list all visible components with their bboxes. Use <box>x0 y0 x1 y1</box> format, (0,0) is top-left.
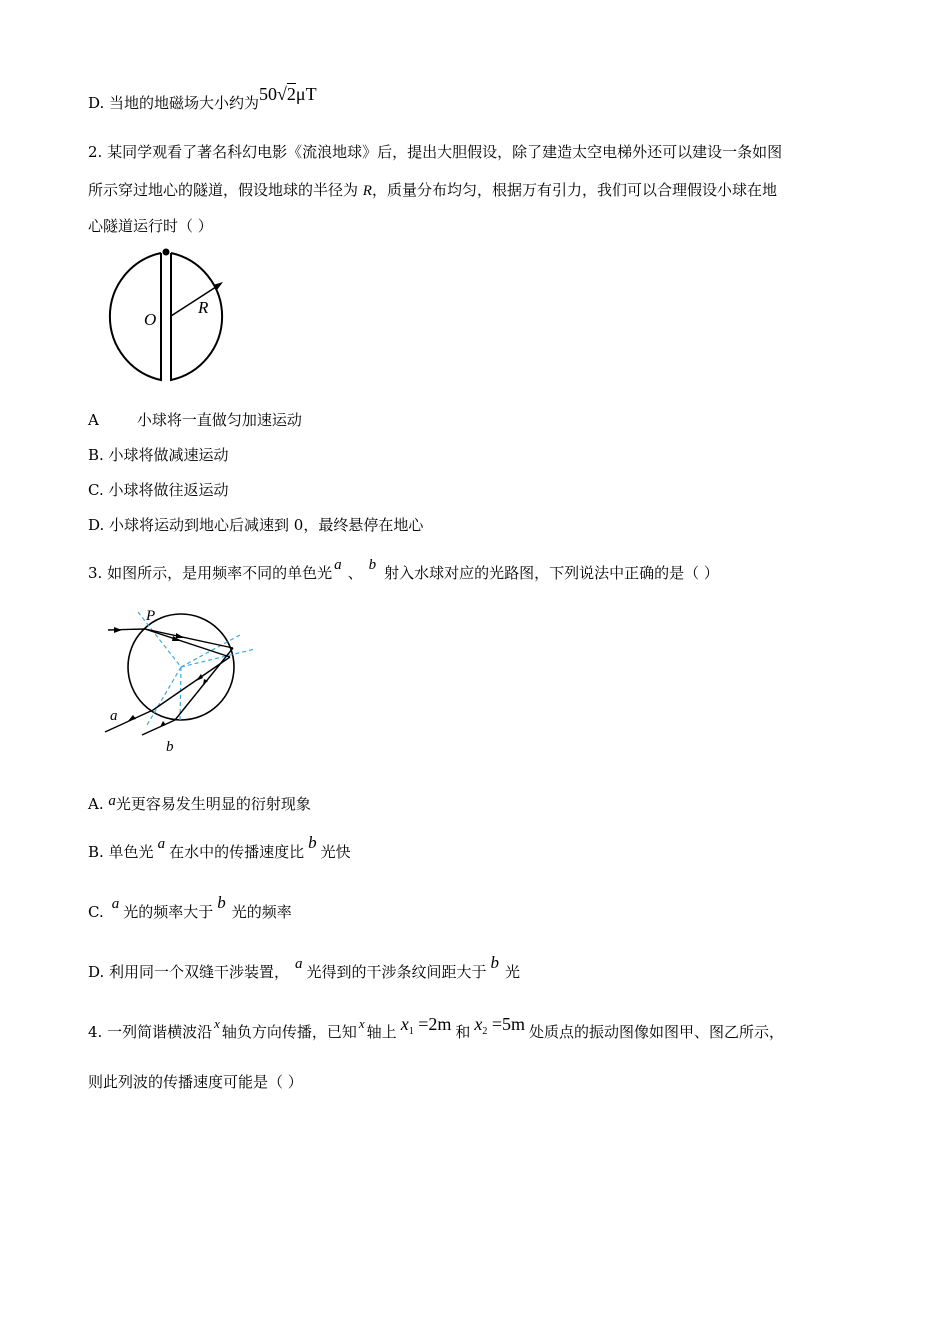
q4-var-x: x <box>214 1016 220 1031</box>
radius-label: R <box>198 298 209 317</box>
q3-option-c-var2: b <box>217 893 226 912</box>
q4-x2-val: =5m <box>491 1014 526 1034</box>
q4-x2-sub: 2 <box>482 1026 488 1037</box>
formula-radicand: 2 <box>286 84 296 104</box>
ball <box>163 249 170 256</box>
q2-stem-line2-a: 所示穿过地心的隧道，假设地球的半径为 <box>88 181 363 199</box>
q1-option-d-label: D. 当地的地磁场大小约为 <box>88 94 260 112</box>
q3-water-ball-figure <box>100 600 265 760</box>
center-label: O <box>144 310 157 329</box>
q3-option-d-end: 光 <box>505 963 521 981</box>
q3-option-d-mid: 光得到的干涉条纹间距大于 <box>306 963 487 981</box>
q4-stem-d: 处质点的振动图像如图甲、图乙所示， <box>529 1023 785 1041</box>
radius-line <box>171 285 219 316</box>
q3-option-c <box>88 893 292 923</box>
normal-bottom-a <box>147 667 181 725</box>
q3-option-b-prefix: B. 单色光 <box>88 843 154 861</box>
q3-option-d-var1: a <box>295 956 303 972</box>
q3-option-b-var2: b <box>308 833 317 852</box>
q2-stem-line1: 2. 某同学观看了著名科幻电影《流浪地球》后，提出大胆假设，除了建造太空电梯外还可以建设一条如图 <box>88 143 783 161</box>
q4-and: 和 <box>455 1023 471 1041</box>
q3-stem-a: 3. 如图所示，是用频率不同的单色光 <box>88 564 333 582</box>
q3-light-b: b <box>368 557 377 573</box>
q3-option-c-end: 光的频率 <box>231 903 292 921</box>
radius-arrow-head <box>213 282 223 290</box>
q4-stem-c: 轴上 <box>366 1023 397 1041</box>
incident-ray <box>108 629 145 630</box>
q3-option-d-var2: b <box>490 953 500 972</box>
q4-x1-formula <box>400 1014 452 1037</box>
q4-x2-var: x <box>474 1014 483 1034</box>
q3-stem-sep: 、 <box>347 564 363 582</box>
ray-b-label: b <box>166 739 174 755</box>
q4-x1-sub: 1 <box>408 1026 414 1037</box>
q4-x1-val: =2m <box>418 1014 452 1034</box>
refracted-ray-1 <box>145 629 230 657</box>
exit-ray-b <box>142 720 175 735</box>
q3-stem-b: 射入水球对应的光路图，下列说法中正确的是（ ） <box>384 564 719 582</box>
q3-option-b <box>88 833 351 863</box>
q3-option-a-var: a <box>108 793 116 809</box>
q4-stem-line2: 则此列波的传播速度可能是（ ） <box>88 1073 303 1091</box>
q2-stem-line3: 心隧道运行时（ ） <box>88 217 213 235</box>
q3-option-a-text: 光更容易发生明显的衍射现象 <box>115 795 311 813</box>
q3-stem <box>88 557 719 584</box>
q3-option-c-mid: 光的频率大于 <box>123 903 214 921</box>
q1-option-d <box>88 84 317 113</box>
q2-option-d: D. 小球将运动到地心后减速到 0，最终悬停在地心 <box>88 516 424 534</box>
q4-stem-a: 4. 一列简谐横波沿 <box>88 1023 213 1041</box>
q2-radius-var: R <box>362 183 372 199</box>
q1-option-d-formula: 50√2μT <box>259 84 317 104</box>
q3-light-a: a <box>334 557 342 573</box>
q4-var-x2: x <box>358 1016 365 1031</box>
q2-stem-line2-b: ，质量分布均匀，根据万有引力，我们可以合理假设小球在地 <box>371 181 777 199</box>
refracted-arrow-2 <box>176 633 185 638</box>
earth-right-half <box>171 253 222 380</box>
reflected-arrow-a <box>196 674 203 681</box>
q2-stem-line2 <box>88 180 777 201</box>
q3-option-d <box>88 953 521 983</box>
q2-tunnel-figure <box>95 245 240 385</box>
q3-option-c-var1: a <box>111 896 120 912</box>
q3-option-a <box>88 794 311 815</box>
q2-option-a-text: 小球将一直做匀加速运动 <box>136 411 302 429</box>
normal-right <box>181 649 255 667</box>
q4-x1-var: x <box>400 1014 409 1034</box>
q3-option-b-mid: 在水中的传播速度比 <box>169 843 305 861</box>
q3-option-a-prefix: A. <box>88 795 104 813</box>
point-p-label: P <box>146 608 156 624</box>
q4-stem-b: 轴负方向传播，已知 <box>221 1023 357 1041</box>
q3-option-c-prefix: C. <box>88 903 104 921</box>
q2-option-c: C. 小球将做往返运动 <box>88 481 229 499</box>
q2-option-a-letter: A <box>88 411 99 429</box>
q2-option-a <box>88 410 302 430</box>
formula-prefix: 50 <box>259 84 278 104</box>
ray-a-label: a <box>110 708 118 724</box>
q4-stem-line1 <box>88 1014 785 1045</box>
q3-option-b-end: 光快 <box>320 843 351 861</box>
q2-option-b: B. 小球将做减速运动 <box>88 446 229 464</box>
q3-option-b-var1: a <box>157 836 166 852</box>
q3-option-d-prefix: D. 利用同一个双缝干涉装置， <box>88 963 290 981</box>
formula-unit: μT <box>295 84 317 104</box>
incident-arrow <box>114 627 122 633</box>
q4-x2-formula <box>474 1014 526 1037</box>
